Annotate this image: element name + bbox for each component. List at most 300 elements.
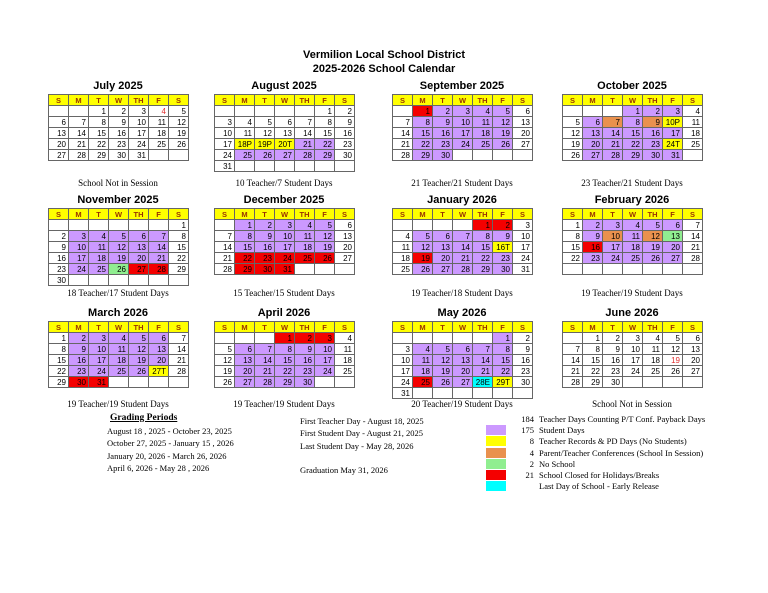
day-cell: 1 (169, 220, 189, 231)
day-cell: 16 (603, 355, 623, 366)
day-cell: 22 (89, 139, 109, 150)
day-cell: 25 (295, 253, 315, 264)
day-cell: 15 (583, 355, 603, 366)
empty-cell (129, 275, 149, 286)
day-cell: 30 (433, 150, 453, 161)
day-cell: 18 (623, 242, 643, 253)
weekday-header: S (513, 322, 533, 333)
day-cell: 13 (433, 242, 453, 253)
day-cell: 15 (413, 128, 433, 139)
day-cell: 1 (473, 220, 493, 231)
day-cell: 11 (335, 344, 355, 355)
day-cell: 5 (129, 333, 149, 344)
weekday-header: S (393, 322, 413, 333)
day-cell: 13 (453, 355, 473, 366)
legend-row (486, 447, 705, 458)
empty-cell (295, 264, 315, 275)
weekday-header: TH (643, 209, 663, 220)
day-cell: 3 (393, 344, 413, 355)
day-cell: 28 (69, 150, 89, 161)
day-cell: 12 (129, 344, 149, 355)
weekday-header: M (235, 209, 255, 220)
day-cell: 19 (215, 366, 235, 377)
day-cell: 21 (169, 355, 189, 366)
day-cell: 4 (335, 333, 355, 344)
day-cell: 14 (69, 128, 89, 139)
day-cell: 22 (473, 253, 493, 264)
day-cell: 31 (129, 150, 149, 161)
day-cell: 21 (295, 139, 315, 150)
weekday-header: TH (473, 209, 493, 220)
month-grid (392, 94, 533, 161)
day-cell: 26 (315, 253, 335, 264)
day-cell: 6 (683, 333, 703, 344)
empty-cell (275, 106, 295, 117)
day-cell: 6 (49, 117, 69, 128)
day-cell: 30 (643, 150, 663, 161)
day-cell: 17 (69, 253, 89, 264)
day-cell: 15 (89, 128, 109, 139)
day-cell: 17 (603, 242, 623, 253)
day-cell: 13 (335, 231, 355, 242)
day-cell: 29 (623, 150, 643, 161)
day-cell: 20 (433, 253, 453, 264)
weekday-header: T (255, 209, 275, 220)
day-cell: 31 (393, 388, 413, 399)
day-cell: 18P (235, 139, 255, 150)
day-cell: 25 (109, 366, 129, 377)
day-cell: 11 (89, 242, 109, 253)
day-cell: 5 (315, 220, 335, 231)
day-cell: 15 (623, 128, 643, 139)
first-student-day: First Student Day - August 21, 2025 (300, 428, 424, 438)
weekday-header: W (623, 209, 643, 220)
day-cell: 1 (235, 220, 255, 231)
weekday-header: M (413, 322, 433, 333)
day-cell: 23 (493, 253, 513, 264)
day-cell: 16 (433, 128, 453, 139)
day-cell: 30 (493, 264, 513, 275)
day-cell: 22 (315, 139, 335, 150)
day-cell: 17 (215, 139, 235, 150)
month-caption: 19 Teacher/19 Student Days (581, 288, 683, 298)
day-cell: 26 (433, 377, 453, 388)
month-title: March 2026 (88, 307, 148, 319)
day-cell: 8 (169, 231, 189, 242)
empty-cell (393, 333, 413, 344)
legend-row (486, 436, 705, 447)
day-cell: 13 (275, 128, 295, 139)
day-cell: 31 (215, 161, 235, 172)
weekday-header: W (275, 322, 295, 333)
empty-cell (663, 377, 683, 388)
day-cell: 27 (275, 150, 295, 161)
day-cell: 6 (513, 106, 533, 117)
weekday-header: F (493, 209, 513, 220)
day-cell: 14 (603, 128, 623, 139)
day-cell: 23 (335, 139, 355, 150)
day-cell: 24 (89, 366, 109, 377)
weekday-header: F (315, 322, 335, 333)
weekday-header: S (683, 95, 703, 106)
empty-cell (215, 333, 235, 344)
day-cell: 6 (663, 220, 683, 231)
weekday-header: F (149, 95, 169, 106)
day-cell: 28 (215, 264, 235, 275)
day-cell: 10 (513, 231, 533, 242)
day-cell: 20 (149, 355, 169, 366)
day-cell: 10 (393, 355, 413, 366)
day-cell: 31 (663, 150, 683, 161)
day-cell: 14 (149, 242, 169, 253)
day-cell: 2 (493, 220, 513, 231)
legend-label: School Closed for Holidays/Breaks (539, 470, 660, 481)
weekday-header: F (493, 95, 513, 106)
weekday-header: S (513, 209, 533, 220)
empty-cell (275, 161, 295, 172)
month-december-2025 (214, 194, 354, 298)
legend-row (486, 469, 705, 480)
day-cell: 4 (235, 117, 255, 128)
day-cell: 18 (393, 253, 413, 264)
day-cell: 19 (643, 242, 663, 253)
day-cell: 21 (393, 139, 413, 150)
weekday-header: S (393, 95, 413, 106)
month-title: September 2025 (419, 80, 505, 92)
day-cell: 27T (149, 366, 169, 377)
day-cell: 24T (663, 139, 683, 150)
day-cell: 12 (315, 231, 335, 242)
day-cell: 16T (493, 242, 513, 253)
day-cell: 20 (453, 366, 473, 377)
day-cell: 26 (215, 377, 235, 388)
day-cell: 7 (215, 231, 235, 242)
empty-cell (563, 333, 583, 344)
day-cell: 20 (235, 366, 255, 377)
weekday-header: M (235, 322, 255, 333)
day-cell: 11 (473, 117, 493, 128)
day-cell: 14 (169, 344, 189, 355)
day-cell: 26 (493, 139, 513, 150)
day-cell: 21 (473, 366, 493, 377)
empty-cell (149, 150, 169, 161)
empty-cell (169, 275, 189, 286)
day-cell: 11 (235, 128, 255, 139)
day-cell: 10P (663, 117, 683, 128)
month-caption: 19 Teacher/19 Student Days (67, 399, 169, 409)
weekday-header: F (315, 95, 335, 106)
day-cell: 5 (169, 106, 189, 117)
day-cell: 23 (255, 253, 275, 264)
empty-cell (149, 377, 169, 388)
day-cell: 21 (255, 366, 275, 377)
day-cell: 24 (129, 139, 149, 150)
empty-cell (413, 220, 433, 231)
day-cell: 16 (69, 355, 89, 366)
day-cell: 27 (49, 150, 69, 161)
legend-color-swatch (486, 459, 506, 469)
weekday-header: S (683, 322, 703, 333)
day-cell: 9 (69, 344, 89, 355)
weekday-header: S (393, 209, 413, 220)
day-cell: 25 (89, 264, 109, 275)
day-cell: 20 (129, 253, 149, 264)
day-cell: 7 (69, 117, 89, 128)
day-cell: 17 (393, 366, 413, 377)
weekday-header: S (49, 209, 69, 220)
weekday-header: W (109, 322, 129, 333)
empty-cell (215, 106, 235, 117)
day-cell: 30 (335, 150, 355, 161)
legend-count: 184 (521, 413, 534, 424)
day-cell: 17 (623, 355, 643, 366)
day-cell: 9 (295, 344, 315, 355)
day-cell: 6 (433, 231, 453, 242)
day-cell: 8 (235, 231, 255, 242)
day-cell: 7 (393, 117, 413, 128)
empty-cell (315, 264, 335, 275)
month-title: December 2025 (243, 194, 325, 206)
month-caption: 15 Teacher/15 Student Days (233, 288, 335, 298)
day-cell: 26 (109, 264, 129, 275)
month-grid (562, 208, 703, 275)
day-cell: 14 (255, 355, 275, 366)
day-cell: 2 (513, 333, 533, 344)
day-cell: 27 (663, 253, 683, 264)
day-cell: 3 (275, 220, 295, 231)
weekday-header: M (583, 95, 603, 106)
legend-row (486, 413, 705, 424)
weekday-header: M (413, 95, 433, 106)
day-cell: 12 (215, 355, 235, 366)
day-cell: 18 (295, 242, 315, 253)
day-cell: 14 (393, 128, 413, 139)
day-cell: 25 (413, 377, 433, 388)
empty-cell (583, 106, 603, 117)
empty-cell (335, 377, 355, 388)
day-cell: 28 (169, 366, 189, 377)
weekday-header: W (275, 209, 295, 220)
month-title: April 2026 (257, 307, 311, 319)
weekday-header: S (49, 322, 69, 333)
day-cell: 23 (643, 139, 663, 150)
month-grid (214, 208, 355, 275)
day-cell: 22 (235, 253, 255, 264)
day-cell: 15 (169, 242, 189, 253)
day-cell: 27 (453, 377, 473, 388)
weekday-header: F (149, 322, 169, 333)
month-february-2026 (562, 194, 702, 298)
day-cell: 3 (315, 333, 335, 344)
empty-cell (69, 220, 89, 231)
month-grid (392, 208, 533, 275)
empty-cell (169, 150, 189, 161)
month-november-2025 (48, 194, 188, 298)
month-title: May 2026 (437, 307, 487, 319)
month-grid (392, 321, 533, 399)
empty-cell (683, 264, 703, 275)
weekday-header: TH (473, 322, 493, 333)
day-cell: 28 (683, 253, 703, 264)
month-september-2025 (392, 80, 532, 188)
empty-cell (295, 106, 315, 117)
day-cell: 8 (493, 344, 513, 355)
empty-cell (643, 264, 663, 275)
empty-cell (315, 161, 335, 172)
day-cell: 10 (215, 128, 235, 139)
empty-cell (235, 161, 255, 172)
day-cell: 17 (275, 242, 295, 253)
day-cell: 14 (563, 355, 583, 366)
legend-color-swatch (486, 470, 506, 480)
day-cell: 5 (563, 117, 583, 128)
day-cell: 29 (235, 264, 255, 275)
day-cell: 15 (563, 242, 583, 253)
day-cell: 27 (683, 366, 703, 377)
day-cell: 5 (433, 344, 453, 355)
day-cell: 22 (49, 366, 69, 377)
weekday-header: W (109, 95, 129, 106)
day-cell: 10 (315, 344, 335, 355)
day-cell: 29 (169, 264, 189, 275)
legend-label: No School (539, 458, 576, 469)
day-cell: 18 (413, 366, 433, 377)
day-cell: 22 (169, 253, 189, 264)
weekday-header: S (563, 209, 583, 220)
empty-cell (335, 264, 355, 275)
day-cell: 2 (255, 220, 275, 231)
day-cell: 3 (663, 106, 683, 117)
empty-cell (235, 106, 255, 117)
day-cell: 9 (433, 117, 453, 128)
day-cell: 19P (255, 139, 275, 150)
day-cell: 13 (149, 344, 169, 355)
empty-cell (315, 377, 335, 388)
day-cell: 22 (563, 253, 583, 264)
day-cell: 15 (315, 128, 335, 139)
weekday-header: F (663, 322, 683, 333)
grading-periods-title: Grading Periods (110, 413, 178, 423)
day-cell: 2 (69, 333, 89, 344)
empty-cell (433, 220, 453, 231)
day-cell: 6 (335, 220, 355, 231)
weekday-header: W (623, 95, 643, 106)
day-cell: 30 (109, 150, 129, 161)
empty-cell (413, 333, 433, 344)
empty-cell (473, 388, 493, 399)
month-october-2025 (562, 80, 702, 188)
empty-cell (109, 377, 129, 388)
month-june-2026 (562, 307, 702, 409)
month-grid (48, 208, 189, 286)
day-cell: 2 (109, 106, 129, 117)
day-cell: 22 (275, 366, 295, 377)
day-cell: 7 (149, 231, 169, 242)
day-cell: 1 (49, 333, 69, 344)
day-cell: 16 (643, 128, 663, 139)
day-cell: 23 (109, 139, 129, 150)
day-cell: 29T (493, 377, 513, 388)
empty-cell (69, 106, 89, 117)
day-cell: 25 (623, 253, 643, 264)
empty-cell (453, 150, 473, 161)
empty-cell (149, 275, 169, 286)
day-cell: 19 (433, 366, 453, 377)
day-cell: 6 (583, 117, 603, 128)
day-cell: 4 (643, 333, 663, 344)
day-cell: 25 (473, 139, 493, 150)
weekday-header: S (335, 322, 355, 333)
day-cell: 10 (89, 344, 109, 355)
day-cell: 21 (215, 253, 235, 264)
weekday-header: S (215, 209, 235, 220)
day-cell: 26 (563, 150, 583, 161)
day-cell: 18 (89, 253, 109, 264)
empty-cell (493, 388, 513, 399)
weekday-header: M (583, 209, 603, 220)
day-cell: 3 (623, 333, 643, 344)
weekday-header: TH (295, 209, 315, 220)
grading-periods (107, 413, 234, 473)
day-cell: 15 (235, 242, 255, 253)
empty-cell (215, 220, 235, 231)
grading-period-line: August 18 , 2025 - October 23, 2025 (107, 425, 232, 436)
day-cell: 13 (49, 128, 69, 139)
day-cell: 1 (623, 106, 643, 117)
day-cell: 10 (275, 231, 295, 242)
day-cell: 19 (663, 355, 683, 366)
day-cell: 2 (583, 220, 603, 231)
day-cell: 20 (583, 139, 603, 150)
day-cell: 12 (413, 242, 433, 253)
day-cell: 7 (603, 117, 623, 128)
weekday-header: W (453, 322, 473, 333)
legend-label: Last Day of School - Early Release (539, 481, 659, 492)
day-cell: 9 (335, 117, 355, 128)
day-cell: 19 (413, 253, 433, 264)
day-cell: 16 (295, 355, 315, 366)
month-caption: 21 Teacher/21 Student Days (411, 178, 513, 188)
day-cell: 14 (453, 242, 473, 253)
day-cell: 24 (513, 253, 533, 264)
weekday-header: W (453, 209, 473, 220)
legend-row (486, 424, 705, 435)
day-cell: 11 (393, 242, 413, 253)
day-cell: 13 (235, 355, 255, 366)
day-cell: 19 (315, 242, 335, 253)
day-cell: 11 (149, 117, 169, 128)
month-caption: School Not in Session (78, 178, 158, 188)
day-cell: 8 (583, 344, 603, 355)
day-cell: 26 (255, 150, 275, 161)
empty-cell (513, 150, 533, 161)
weekday-header: T (603, 95, 623, 106)
day-cell: 2 (49, 231, 69, 242)
empty-cell (683, 150, 703, 161)
day-cell: 21 (453, 253, 473, 264)
month-caption: 23 Teacher/21 Student Days (581, 178, 683, 188)
day-cell: 4 (623, 220, 643, 231)
weekday-header: F (663, 95, 683, 106)
day-cell: 16 (255, 242, 275, 253)
empty-cell (393, 220, 413, 231)
month-march-2026 (48, 307, 188, 409)
legend-color-swatch (486, 448, 506, 458)
month-grid (214, 94, 355, 172)
day-cell: 17 (89, 355, 109, 366)
day-cell: 7 (255, 344, 275, 355)
day-cell: 1 (89, 106, 109, 117)
